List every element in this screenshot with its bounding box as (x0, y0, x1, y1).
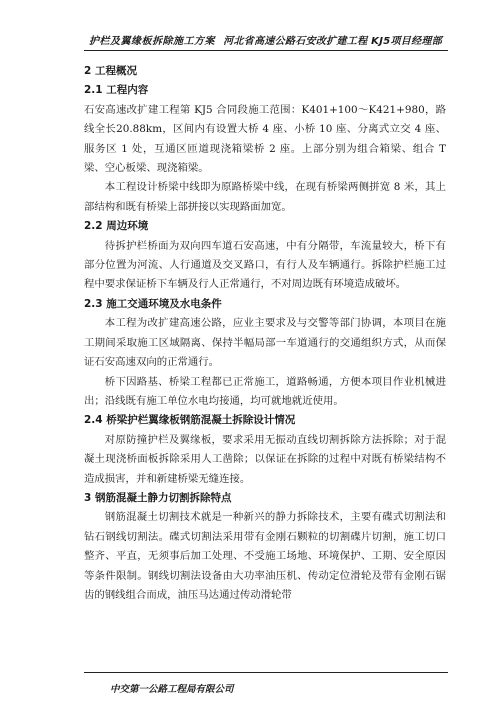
section-heading: 3 钢筋混凝土静力切割拆除特点 (84, 491, 232, 504)
document-body (84, 62, 446, 605)
body-paragraph: 本工程为改扩建高速公路，应业主要求及与交警等部门协调，本项目在施工期间采取施工区域隔离、保持半幅局部一车道通行的交通组织方式，从而保证石安高速双向的正常通行。 (84, 317, 446, 369)
body-paragraph: 桥下因路基、桥梁工程都已正常施工，道路畅通，方便本项目作业机械进出；沿线既有施工单位水电均接通，均可就地就近使用。 (84, 375, 446, 407)
section-heading: 2.1 工程内容 (84, 84, 149, 97)
header-left-title: 护栏及翼缘板拆除施工方案 (89, 36, 215, 47)
header-rule (84, 50, 448, 51)
body-paragraph: 钢筋混凝土切割技术就是一种新兴的静力拆除技术，主要有碟式切割法和钻石钢线切割法。碟式切割法采用带有金刚石颗粒的切割碟片切割，施工切口整齐、平直，无须事后加工处理、不受施工场地、环境保护、工期、安全原因等条件限制。钢线切割法设备由大功率油压机、传动定位滑轮及带有金刚石锯齿的钢线组合而成，油压马达通过传动滑轮带 (84, 511, 446, 601)
body-paragraph: 本工程设计桥梁中线即为原路桥梁中线，在现有桥梁两侧拼宽 8 米，其上部结构和既有桥梁上部拼接以实现路面加宽。 (84, 181, 446, 213)
page-footer (0, 668, 500, 698)
footer-company: 中交第一公路工程局有限公司 (110, 684, 234, 695)
body-paragraph: 石安高速改扩建工程第 KJ5 合同段施工范围：K401+100～K421+980，路线全长20.88km，区间内有设置大桥 4 座、小桥 10 座、分离式立交 4 座、服务区 1 处，互通区匝道现浇箱梁桥 2 座。上部分别为组合箱梁、组合 T 梁、空心板梁、现浇箱梁。 (84, 103, 446, 175)
section-heading: 2.2 周边环境 (84, 220, 149, 233)
body-paragraph: 对原防撞护栏及翼缘板，要求采用无振动直线切割拆除方法拆除；对于混凝土现浇桥面板拆除采用人工凿除；以保证在拆除的过程中对既有桥梁结构不造成损害，并和新建桥梁无缝连接。 (84, 433, 446, 485)
page-header (0, 0, 500, 54)
section-heading: 2 工程概况 (84, 65, 137, 77)
footer-rule (84, 672, 448, 673)
section-heading: 2.4 桥梁护栏翼缘板钢筋混凝土拆除设计情况 (84, 414, 296, 427)
header-right-title: 河北省高速公路石安改扩建工程 KJ5项目经理部 (223, 36, 442, 47)
section-heading: 2.3 施工交通环境及水电条件 (84, 297, 222, 310)
body-paragraph: 待拆护栏桥面为双向四车道石安高速，中有分隔带，车流量较大，桥下有部分位置为河流、人行通道及交叉路口，有行人及车辆通行。拆除护栏施工过程中要求保证桥下车辆及行人正常通行，不对周边既有环境造成破坏。 (84, 239, 446, 291)
